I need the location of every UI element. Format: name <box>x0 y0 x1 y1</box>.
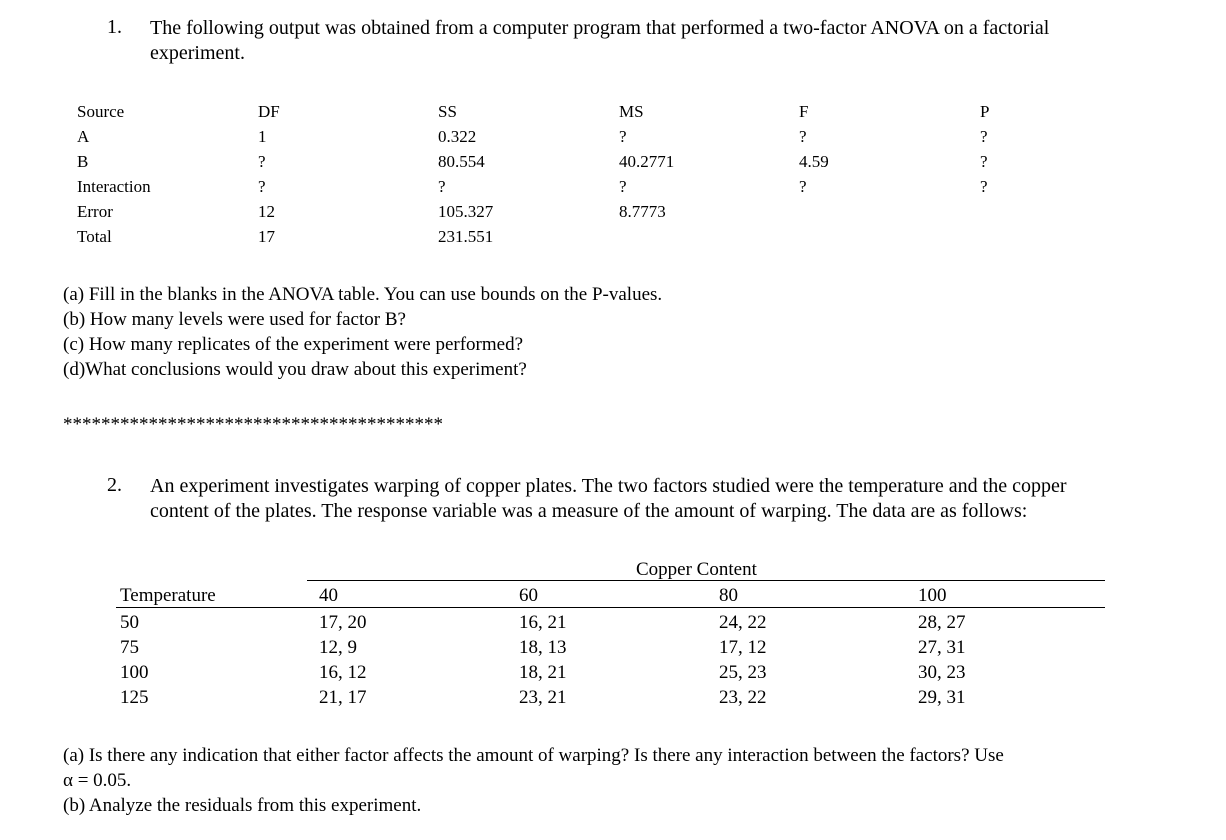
anova-col-f <box>799 99 829 199</box>
problem-2-stem <box>150 474 1067 524</box>
question-1d: (d)What conclusions would you draw about this experiment? <box>63 359 527 380</box>
anova-col-ms <box>619 99 674 224</box>
anova-col-df <box>258 99 280 249</box>
anova-header-source: Source <box>77 102 125 121</box>
anova-source-cell: A <box>77 127 90 146</box>
anova-ms-cell: 40.2771 <box>619 152 675 171</box>
table-cell: 18, 13 <box>519 637 567 658</box>
question-1c: (c) How many replicates of the experiment were performed? <box>63 334 524 355</box>
problem-1-questions <box>63 282 662 382</box>
problem-2-number: 2. <box>107 474 122 496</box>
anova-source-cell: B <box>77 152 89 171</box>
problem-2-stem-line-1: An experiment investigates warping of copper plates. The two factors studied were the temperature and the copper <box>150 475 1067 497</box>
anova-ms-cell: 8.7773 <box>619 202 666 221</box>
col-header-100: 100 <box>918 585 947 606</box>
anova-f-cell: ? <box>799 177 807 196</box>
table-cell: 17, 12 <box>719 637 767 658</box>
anova-ss-cell: 0.322 <box>438 127 477 146</box>
table-cell: 24, 22 <box>719 612 767 633</box>
anova-source-cell: Interaction <box>77 177 151 196</box>
problem-1-stem-line-1: The following output was obtained from a computer program that performed a two-factor ANOVA on a factorial <box>150 17 1050 39</box>
question-1b: (b) How many levels were used for factor B? <box>63 309 406 330</box>
problem-1-number: 1. <box>107 16 122 38</box>
col-40-values <box>319 610 367 710</box>
table-cell: 21, 17 <box>319 687 367 708</box>
table-cell: 30, 23 <box>918 662 966 683</box>
row-label: 100 <box>120 662 149 683</box>
anova-ms-cell: ? <box>619 177 627 196</box>
question-2a-line-2: α = 0.05. <box>63 770 132 791</box>
question-2a-line-1: (a) Is there any indication that either factor affects the amount of warping? Is there any interaction between the factors? Use <box>63 745 1004 766</box>
question-2b: (b) Analyze the residuals from this experiment. <box>63 795 422 816</box>
table-cell: 29, 31 <box>918 687 966 708</box>
anova-col-ss <box>438 99 493 249</box>
temperature-header: Temperature <box>120 585 216 606</box>
anova-f-cell: ? <box>799 127 807 146</box>
table-cell: 25, 23 <box>719 662 767 683</box>
col-100-values <box>918 610 966 710</box>
table-header-rule <box>116 607 1105 608</box>
table-cell: 17, 20 <box>319 612 367 633</box>
anova-col-p <box>980 99 989 199</box>
anova-source-cell: Error <box>77 202 113 221</box>
anova-ss-cell: ? <box>438 177 446 196</box>
anova-header-f: F <box>799 102 809 121</box>
table-cell: 28, 27 <box>918 612 966 633</box>
question-1a: (a) Fill in the blanks in the ANOVA table. You can use bounds on the P-values. <box>63 284 663 305</box>
anova-df-cell: 12 <box>258 202 275 221</box>
anova-header-df: DF <box>258 102 280 121</box>
row-label: 75 <box>120 637 139 658</box>
anova-df-cell: ? <box>258 177 266 196</box>
temperature-row-labels <box>120 610 149 710</box>
anova-header-ss: SS <box>438 102 457 121</box>
anova-f-cell: 4.59 <box>799 152 829 171</box>
asterisk-separator: **************************************** <box>63 414 443 435</box>
col-80-values <box>719 610 767 710</box>
table-cell: 16, 12 <box>319 662 367 683</box>
copper-content-header: Copper Content <box>636 559 757 580</box>
col-header-40: 40 <box>319 585 338 606</box>
anova-header-p: P <box>980 102 990 121</box>
problem-1-stem <box>150 16 1049 66</box>
anova-header-ms: MS <box>619 102 644 121</box>
anova-p-cell: ? <box>980 177 988 196</box>
anova-p-cell: ? <box>980 127 988 146</box>
anova-source-cell: Total <box>77 227 112 246</box>
table-cell: 12, 9 <box>319 637 357 658</box>
problem-1-stem-line-2: experiment. <box>150 42 245 64</box>
table-cell: 16, 21 <box>519 612 567 633</box>
anova-p-cell: ? <box>980 152 988 171</box>
anova-ss-cell: 231.551 <box>438 227 494 246</box>
table-top-rule <box>307 580 1105 581</box>
anova-df-cell: ? <box>258 152 266 171</box>
col-header-80: 80 <box>719 585 738 606</box>
row-label: 50 <box>120 612 139 633</box>
col-60-values <box>519 610 567 710</box>
anova-df-cell: 17 <box>258 227 275 246</box>
problem-2-questions <box>63 743 1004 818</box>
table-cell: 18, 21 <box>519 662 567 683</box>
anova-ms-cell: ? <box>619 127 627 146</box>
row-label: 125 <box>120 687 149 708</box>
problem-2-stem-line-2: content of the plates. The response variable was a measure of the amount of warping. The data are as follows: <box>150 500 1028 522</box>
table-cell: 23, 21 <box>519 687 567 708</box>
table-cell: 23, 22 <box>719 687 767 708</box>
anova-df-cell: 1 <box>258 127 267 146</box>
table-cell: 27, 31 <box>918 637 966 658</box>
anova-ss-cell: 80.554 <box>438 152 485 171</box>
col-header-60: 60 <box>519 585 538 606</box>
anova-ss-cell: 105.327 <box>438 202 494 221</box>
anova-col-source <box>77 99 151 249</box>
